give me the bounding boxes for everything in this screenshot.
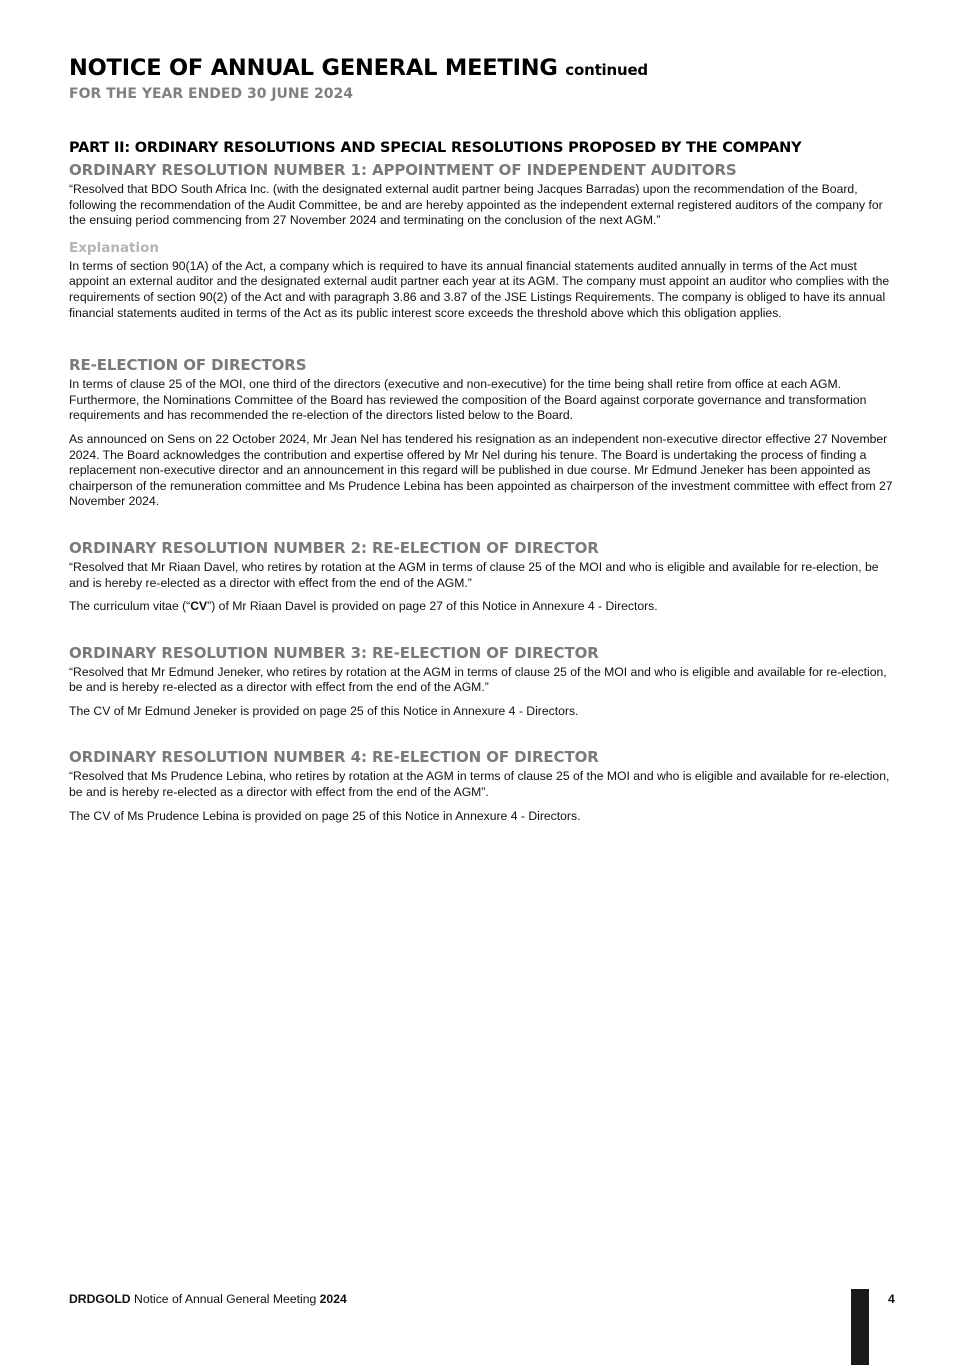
resolution-3-section <box>69 643 899 720</box>
resolution-3-text: “Resolved that Mr Edmund Jeneker, who retires by rotation at the AGM in terms of clause 25 of the MOI and who is eligible and available for re-election, be and is hereby re-elected as a director with effect from the end of the AGM.” <box>69 664 887 695</box>
part-heading: PART II: ORDINARY RESOLUTIONS AND SPECIAL RESOLUTIONS PROPOSED BY THE COMPANY <box>69 140 802 156</box>
reelection-section <box>69 355 899 510</box>
explanation-heading: Explanation <box>69 239 160 256</box>
footer-document-name <box>69 1291 347 1307</box>
footer-accent-bar <box>851 1289 869 1365</box>
resolution-1-heading: ORDINARY RESOLUTION NUMBER 1: APPOINTMENT OF INDEPENDENT AUDITORS <box>69 161 737 179</box>
title-suffix: continued <box>565 61 648 79</box>
resolution-4-section <box>69 747 899 824</box>
cv-abbreviation: CV <box>190 599 208 614</box>
resolution-1-section <box>69 160 899 321</box>
footer-doc-title: Notice of Annual General Meeting <box>134 1292 317 1306</box>
document-page <box>69 55 899 824</box>
cv-text-before: The curriculum vitae (“ <box>69 599 191 614</box>
resolution-2-text: “Resolved that Mr Riaan Davel, who retires by rotation at the AGM in terms of clause 25 of the MOI and who is eligible and available for re-election, be and is hereby re-elected as a director with effect from the end of the AGM.” <box>69 559 879 590</box>
reelection-paragraph-1: In terms of clause 25 of the MOI, one third of the directors (executive and non-executive) for the time being shall retire from office at each AGM. Furthermore, the Nominations Committee of the Board has reviewed the composition of the Board against corporate governance and transformation requirements and has recommended the re-election of the directors listed below to the Board. <box>69 377 867 423</box>
cv-text-after: ”) of Mr Riaan Davel is provided on page 27 of this Notice in Annexure 4 - Directors. <box>207 599 658 614</box>
resolution-4-heading: ORDINARY RESOLUTION NUMBER 4: RE-ELECTION OF DIRECTOR <box>69 748 599 767</box>
title-text: NOTICE OF ANNUAL GENERAL MEETING <box>69 55 558 81</box>
page-title <box>69 55 899 84</box>
resolution-2-cv <box>69 599 899 615</box>
resolution-3-heading: ORDINARY RESOLUTION NUMBER 3: RE-ELECTION OF DIRECTOR <box>69 643 599 662</box>
reelection-paragraph-2: As announced on Sens on 22 October 2024, Mr Jean Nel has tendered his resignation as an independent non-executive director effective 27 November 2024. The Board acknowledges the contribution and expertise offered by Mr Nel during his tenure. The Board is undertaking the process of finding a replacement non-executive director and an announcement in this regard will be published in due course. Mr Edmund Jeneker has been appointed as chairperson of the remuneration committee and Ms Prudence Lebina has been appointed as chairperson of the investment committee with effect from 27 November 2024. <box>69 431 893 509</box>
footer-company: DRDGOLD <box>69 1292 131 1306</box>
resolution-1-text: “Resolved that BDO South Africa Inc. (with the designated external audit partner being Jacques Barradas) upon the recommendation of the Board, following the recommendation of the Audit Committee, be and are hereby appointed as the independent external registered auditors of the company for the ensuing period commencing from 27 November 2024 and terminating on the conclusion of the next AGM.” <box>69 182 883 228</box>
explanation-text: In terms of section 90(1A) of the Act, a company which is required to have its annual financial statements audited annually in terms of the Act must appoint an external auditor and the designated external audit partner each year at its AGM. The company must appoint an auditor who complies with the requirements of section 90(2) of the Act and with paragraph 3.86 and 3.87 of the JSE Listings Requirements. The company is obliged to have its annual financial statements audited in terms of the Act as its public interest score exceeds the threshold above which this obligation applies. <box>69 258 890 320</box>
resolution-2-heading: ORDINARY RESOLUTION NUMBER 2: RE-ELECTION OF DIRECTOR <box>69 538 599 557</box>
footer-year: 2024 <box>319 1292 347 1306</box>
page-subtitle: FOR THE YEAR ENDED 30 JUNE 2024 <box>69 86 354 102</box>
resolution-4-cv: The CV of Ms Prudence Lebina is provided on page 25 of this Notice in Annexure 4 - Directors. <box>69 808 581 823</box>
resolution-4-text: “Resolved that Ms Prudence Lebina, who retires by rotation at the AGM in terms of clause 25 of the MOI and who is eligible and available for re-election, be and is hereby re-elected as a director with effect from the end of the AGM”. <box>69 769 890 800</box>
reelection-heading: RE-ELECTION OF DIRECTORS <box>69 356 307 375</box>
resolution-2-section <box>69 538 899 615</box>
resolution-3-cv: The CV of Mr Edmund Jeneker is provided on page 25 of this Notice in Annexure 4 - Directors. <box>69 703 579 718</box>
page-number: 4 <box>888 1292 895 1306</box>
